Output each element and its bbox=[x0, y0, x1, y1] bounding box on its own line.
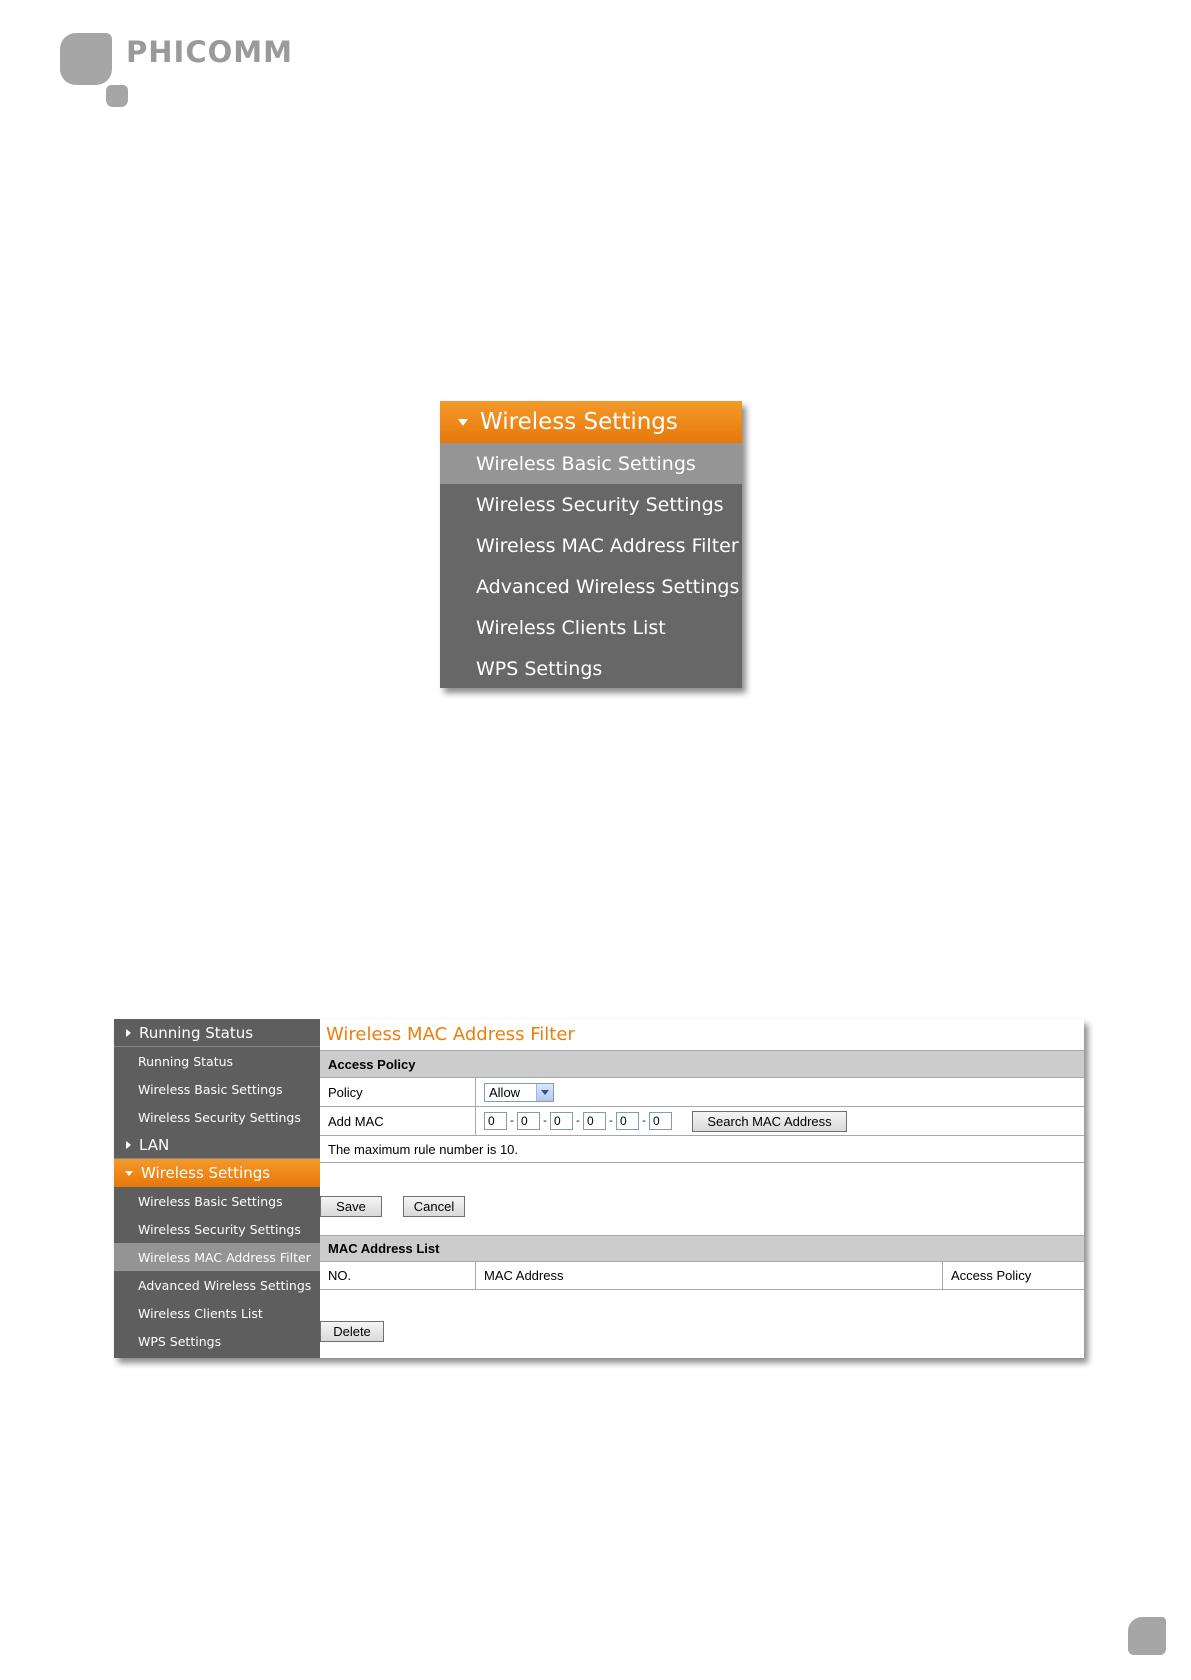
mac-octet-2-input[interactable]: 0 bbox=[517, 1112, 540, 1130]
logo-mark-dot bbox=[106, 85, 128, 107]
add-mac-row bbox=[320, 1107, 1084, 1136]
menu-item-wps-settings[interactable]: WPS Settings bbox=[476, 657, 603, 680]
sidebar-item-wireless-settings[interactable] bbox=[114, 1159, 320, 1187]
phicomm-logo bbox=[60, 33, 300, 113]
page-title: Wireless MAC Address Filter bbox=[320, 1019, 1084, 1051]
menu-header-label: Wireless Settings bbox=[480, 409, 678, 435]
sidebar-subitem-wireless-clients-list[interactable]: Wireless Clients List bbox=[138, 1305, 263, 1321]
expanded-arrow-icon bbox=[125, 1171, 133, 1176]
mac-octet-3-input[interactable]: 0 bbox=[550, 1112, 573, 1130]
sidebar-item-label: Running Status bbox=[139, 1023, 254, 1042]
menu-header-wireless-settings[interactable] bbox=[440, 401, 742, 443]
mac-octet-6-input[interactable]: 0 bbox=[649, 1112, 672, 1130]
sidebar-subitem-advanced-wireless-settings[interactable]: Advanced Wireless Settings bbox=[138, 1277, 312, 1293]
column-access-policy: Access Policy bbox=[951, 1268, 1032, 1283]
mac-list-column-headers bbox=[320, 1262, 1084, 1290]
delete-button[interactable]: Delete bbox=[320, 1321, 384, 1342]
max-rule-note: The maximum rule number is 10. bbox=[320, 1136, 1084, 1163]
sidebar bbox=[114, 1019, 320, 1358]
sidebar-item-running-status[interactable] bbox=[114, 1019, 320, 1047]
sidebar-subitem-wireless-basic-settings[interactable]: Wireless Basic Settings bbox=[138, 1081, 283, 1097]
mac-filter-screenshot bbox=[114, 1019, 1084, 1358]
section-header-mac-address-list: MAC Address List bbox=[320, 1235, 1084, 1262]
sidebar-subitem-wireless-security-settings[interactable]: Wireless Security Settings bbox=[138, 1221, 301, 1237]
page-corner-mark bbox=[1128, 1617, 1166, 1655]
sidebar-subitem-wireless-basic-settings[interactable]: Wireless Basic Settings bbox=[138, 1193, 283, 1209]
sidebar-item-label: LAN bbox=[139, 1135, 170, 1154]
sidebar-item-label: Wireless Settings bbox=[141, 1164, 271, 1182]
sidebar-subitem-running-status[interactable]: Running Status bbox=[138, 1053, 234, 1069]
logo-mark bbox=[60, 33, 112, 85]
expand-arrow-icon bbox=[458, 419, 468, 426]
chevron-down-icon bbox=[536, 1084, 553, 1101]
policy-label: Policy bbox=[320, 1078, 476, 1106]
search-mac-address-button[interactable]: Search MAC Address bbox=[692, 1111, 847, 1132]
mac-octet-1-input[interactable]: 0 bbox=[484, 1112, 507, 1130]
mac-octet-4-input[interactable]: 0 bbox=[583, 1112, 606, 1130]
mac-separator: - bbox=[576, 1115, 580, 1127]
mac-separator: - bbox=[510, 1115, 514, 1127]
column-mac-address: MAC Address bbox=[476, 1262, 943, 1289]
policy-select[interactable] bbox=[484, 1083, 554, 1102]
brand-name: PHICOMM bbox=[126, 35, 293, 69]
menu-item-wireless-security-settings[interactable]: Wireless Security Settings bbox=[476, 493, 724, 516]
sidebar-subitem-wireless-mac-address-filter[interactable]: Wireless MAC Address Filter bbox=[114, 1243, 320, 1271]
mac-separator: - bbox=[543, 1115, 547, 1127]
cancel-button[interactable]: Cancel bbox=[403, 1196, 465, 1217]
policy-select-value: Allow bbox=[489, 1084, 521, 1100]
form-buttons bbox=[320, 1163, 1084, 1235]
sidebar-subitem-wps-settings[interactable]: WPS Settings bbox=[138, 1333, 222, 1349]
mac-separator: - bbox=[609, 1115, 613, 1127]
policy-row bbox=[320, 1078, 1084, 1107]
menu-item-wireless-clients-list[interactable]: Wireless Clients List bbox=[476, 616, 666, 639]
section-header-access-policy: Access Policy bbox=[320, 1051, 1084, 1078]
mac-separator: - bbox=[642, 1115, 646, 1127]
column-no: NO. bbox=[320, 1262, 476, 1289]
menu-item-wireless-basic-settings[interactable]: Wireless Basic Settings bbox=[440, 443, 742, 484]
mac-octet-5-input[interactable]: 0 bbox=[616, 1112, 639, 1130]
sidebar-item-lan[interactable] bbox=[114, 1131, 320, 1159]
main-content bbox=[320, 1019, 1084, 1358]
menu-item-wireless-mac-address-filter[interactable]: Wireless MAC Address Filter bbox=[476, 534, 739, 557]
add-mac-label: Add MAC bbox=[320, 1107, 476, 1135]
menu-item-advanced-wireless-settings[interactable]: Advanced Wireless Settings bbox=[476, 575, 740, 598]
wireless-settings-menu bbox=[440, 401, 742, 688]
collapsed-arrow-icon bbox=[126, 1141, 131, 1149]
sidebar-subitem-wireless-security-settings[interactable]: Wireless Security Settings bbox=[138, 1109, 301, 1125]
save-button[interactable]: Save bbox=[320, 1196, 382, 1217]
list-actions bbox=[320, 1290, 1084, 1350]
collapsed-arrow-icon bbox=[126, 1029, 131, 1037]
